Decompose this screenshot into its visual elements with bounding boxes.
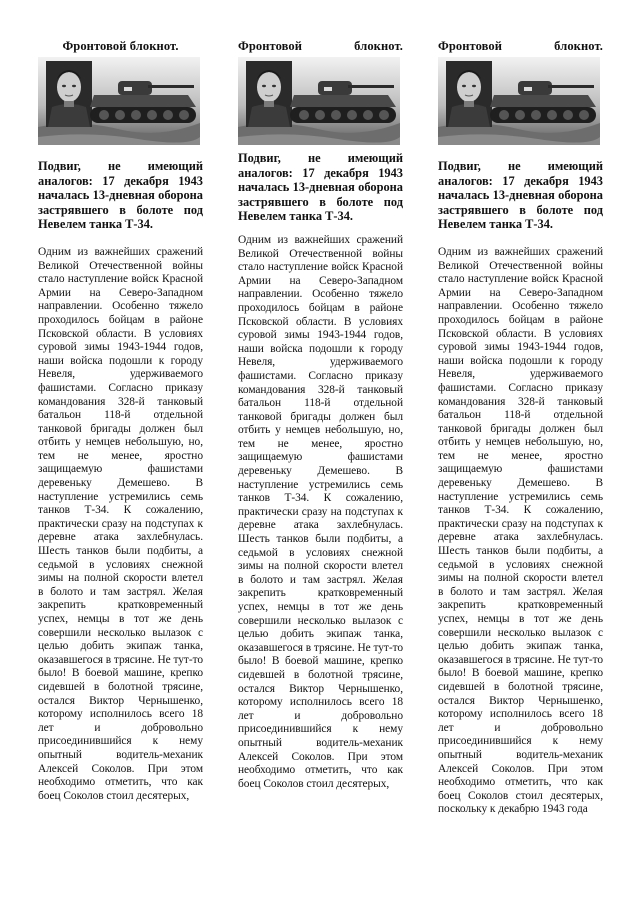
article-heading: Подвиг, не имеющий аналогов: 17 декабря 1943 началась 13-дневная оборона застрявшего в болоте под Невелем танка Т-34. bbox=[38, 159, 203, 232]
tank-and-soldier-photo bbox=[38, 57, 200, 145]
article-body: Одним из важнейших сражений Великой Отечественной войны стало наступление войск Красной Армии на Северо-Западном направлении. Особенно тяжело проходилось бойцам в районе Псковской области. В условиях суровой зимы 1943-1944 годов, наши войска подошли к городу Невеля, удерживаемого фашистами. Согласно приказу командования 328-й танковый батальон 118-й отдельной танковой бригады должен был отбить у немцев небольшую, но, тем не менее, яростно защищаемую фашистами деревеньку Демешево. В наступление устремились семь танков Т-34. К сожалению, практически сразу на подступах к деревне атака захлебнулась. Шесть танков были подбиты, а седьмой в условиях снежной зимы на полной скорости влетел в болото и там застрял. Желая закрепить кратковременный успех, немцы в тот же день совершили несколько вылазок с целью добить экипаж танка, оказавшегося в трясине. Не тут-то было! В боевой машине, крепко сидевшей в болотной трясине, остался Виктор Чернышенко, которому исполнилось всего 18 лет и добровольно присоединившийся к нему опытный водитель-механик Алексей Соколов. При этом необходимо отметить, что как боец Соколов стоил десятерых, поскольку к декабрю 1943 года bbox=[438, 245, 603, 816]
tank-and-soldier-photo bbox=[238, 57, 400, 145]
article-body: Одним из важнейших сражений Великой Отечественной войны стало наступление войск Красной Армии на Северо-Западном направлении. Особенно тяжело проходилось бойцам в районе Псковской области. В условиях суровой зимы 1943-1944 годов, наши войска подошли к городу Невеля, удерживаемого фашистами. Согласно приказу командования 328-й танковый батальон 118-й отдельной танковой бригады должен был отбить у немцев небольшую, но, тем не менее, яростно защищаемую фашистами деревеньку Демешево. В наступление устремились семь танков Т-34. К сожалению, практически сразу на подступах к деревне атака захлебнулась. Шесть танков были подбиты, а седьмой в условиях снежной зимы на полной скорости влетел в болото и там застрял. Желая закрепить кратковременный успех, немцы в тот же день совершили несколько вылазок с целью добить экипаж танка, оказавшегося в трясине. Не тут-то было! В боевой машине, крепко сидевшей в болотной трясине, остался Виктор Чернышенко, которому исполнилось всего 18 лет и добровольно присоединившийся к нему опытный водитель-механик Алексей Соколов. При этом необходимо отметить, что как боец Соколов стоил десятерых, bbox=[238, 233, 403, 790]
article-heading: Подвиг, не имеющий аналогов: 17 декабря 1943 началась 13-дневная оборона застрявшего в болоте под Невелем танка Т-34. bbox=[238, 151, 403, 224]
newsletter-title: Фронтовой блокнот. bbox=[62, 39, 179, 53]
column-3 bbox=[438, 38, 603, 817]
tank-and-soldier-photo bbox=[438, 57, 600, 145]
article-body: Одним из важнейших сражений Великой Отечественной войны стало наступление войск Красной Армии на Северо-Западном направлении. Особенно тяжело проходилось бойцам в районе Псковской области. В условиях суровой зимы 1943-1944 годов, наши войска подошли к городу Невеля, удерживаемого фашистами. Согласно приказу командования 328-й танковый батальон 118-й отдельной танковой бригады должен был отбить у немцев небольшую, но, тем не менее, яростно защищаемую фашистами деревеньку Демешево. В наступление устремились семь танков Т-34. К сожалению, практически сразу на подступах к деревне атака захлебнулась. Шесть танков были подбиты, а седьмой в условиях снежной зимы на полной скорости влетел в болото и там застрял. Желая закрепить кратковременный успех, немцы в тот же день совершили несколько вылазок с целью добить экипаж танка, оказавшегося в трясине. Не тут-то было! В боевой машине, крепко сидевшей в болотной трясине, остался Виктор Чернышенко, которому исполнилось всего 18 лет и добровольно присоединившийся к нему опытный водитель-механик Алексей Соколов. При этом необходимо отметить, что как боец Соколов стоил десятерых, bbox=[38, 245, 203, 802]
article-heading: Подвиг, не имеющий аналогов: 17 декабря 1943 началась 13-дневная оборона застрявшего в болоте под Невелем танка Т-34. bbox=[438, 159, 603, 232]
column-1 bbox=[38, 38, 203, 803]
newsletter-title: Фронтовой блокнот. bbox=[438, 39, 603, 53]
column-2 bbox=[238, 38, 403, 791]
newsletter-title: Фронтовой блокнот. bbox=[238, 39, 403, 53]
